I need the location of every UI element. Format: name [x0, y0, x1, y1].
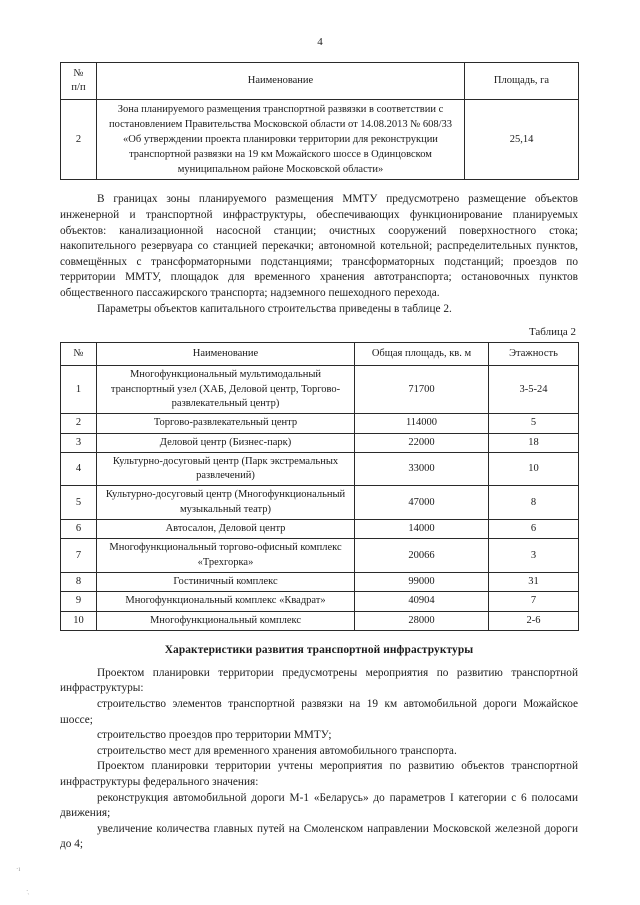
- cell-number: 7: [61, 539, 97, 573]
- list-item-local-0: строительство элементов транспортной развязки на 19 км автомобильной дороги Можайское шоссе;: [60, 698, 578, 726]
- list-item-federal-0: реконструкция автомобильной дороги М-1 «Беларусь» до параметров I категории с 6 полосами движения;: [60, 791, 578, 820]
- table-row: [61, 611, 579, 630]
- cell-total-area: 71700: [355, 366, 489, 414]
- column-header-number-line2: п/п: [71, 82, 86, 94]
- cell-name: Автосалон, Деловой центр: [97, 520, 355, 539]
- cell-total-area: 99000: [355, 572, 489, 591]
- column-header-number-line1: №: [73, 68, 84, 79]
- cell-floors: 3: [489, 539, 579, 573]
- paragraph-mmtu-scope: В границах зоны планируемого размещения ММТУ предусмотрено размещение объектов инженерной и транспортной инфраструктуры, обеспечивающих функционирование планируемых объектов: канализационной насосной станции; очистных сооружений поверхностного стока; накопительного резервуара со станцией перекачки; автономной котельной; распределительных пунктов, совмещённых с трансформаторными подстанциями; трансформаторных подстанций; проездов по территории ММТУ, площадок для временного хранения автотранспорта; остановочных пунктов общественного пассажирского транспорта; надземного пешеходного перехода.: [60, 193, 578, 299]
- cell-floors: 8: [489, 486, 579, 520]
- cell-floors: 5: [489, 414, 579, 433]
- cell-area: 25,14: [465, 100, 579, 180]
- scan-artifact-1: ·ı: [16, 865, 21, 873]
- cell-number: 2: [61, 100, 97, 180]
- cell-total-area: 22000: [355, 433, 489, 452]
- page-number: 4: [317, 36, 323, 48]
- cell-name: Зона планируемого размещения транспортной развязки в соответствии с постановлением Правительства Московской области от 14.08.2013 № 608/33 «Об утверждении проекта планировки территории для реконструкции транспортной развязки на 19 км Можайского шоссе в Одинцовском муниципальном районе Московской области»: [97, 100, 465, 180]
- table-row: [61, 414, 579, 433]
- cell-number: 2: [61, 414, 97, 433]
- cell-name: Культурно-досуговый центр (Парк экстремальных развлечений): [97, 452, 355, 486]
- table-row: [61, 100, 579, 180]
- cell-floors: 7: [489, 592, 579, 611]
- column-header-area: Площадь, га: [465, 63, 579, 100]
- cell-total-area: 28000: [355, 611, 489, 630]
- cell-total-area: 20066: [355, 539, 489, 573]
- column-header-number: №: [61, 343, 97, 366]
- table-row: [61, 486, 579, 520]
- list-item-local-2: строительство мест для временного хранения автомобильного транспорта.: [97, 744, 457, 757]
- cell-total-area: 114000: [355, 414, 489, 433]
- cell-number: 9: [61, 592, 97, 611]
- cell-number: 1: [61, 366, 97, 414]
- cell-number: 4: [61, 452, 97, 486]
- table-header-row: [61, 63, 579, 100]
- cell-total-area: 47000: [355, 486, 489, 520]
- paragraph-federal-intro: Проектом планировки территории учтены мероприятия по развитию объектов транспортной инфраструктуры федерального значения:: [60, 760, 578, 788]
- cell-floors: 31: [489, 572, 579, 591]
- table-zones: [60, 62, 579, 180]
- table-row: [61, 520, 579, 539]
- table-row: [61, 452, 579, 486]
- section-heading: Характеристики развития транспортной инфраструктуры: [164, 643, 474, 656]
- table-header-row: [61, 343, 579, 366]
- column-header-floors: Этажность: [489, 343, 579, 366]
- cell-number: 6: [61, 520, 97, 539]
- cell-floors: 6: [489, 520, 579, 539]
- cell-total-area: 14000: [355, 520, 489, 539]
- cell-total-area: 33000: [355, 452, 489, 486]
- table-row: [61, 592, 579, 611]
- cell-name: Культурно-досуговый центр (Многофункциональный музыкальный театр): [97, 486, 355, 520]
- scan-artifact-2: ·̖: [26, 887, 29, 895]
- cell-number: 10: [61, 611, 97, 630]
- cell-name: Многофункциональный комплекс: [97, 611, 355, 630]
- column-header-name: Наименование: [97, 63, 465, 100]
- cell-name: Торгово-развлекательный центр: [97, 414, 355, 433]
- cell-total-area: 40904: [355, 592, 489, 611]
- cell-number: 3: [61, 433, 97, 452]
- column-header-name: Наименование: [97, 343, 355, 366]
- cell-floors: 3-5-24: [489, 366, 579, 414]
- table-capital-objects: [60, 342, 579, 631]
- document-content: [60, 62, 578, 853]
- cell-name: Гостиничный комплекс: [97, 572, 355, 591]
- paragraph-local-intro: Проектом планировки территории предусмотрены мероприятия по развитию транспортной инфраструктуры:: [60, 666, 578, 695]
- table-row: [61, 433, 579, 452]
- cell-floors: 10: [489, 452, 579, 486]
- column-header-total-area: Общая площадь, кв. м: [355, 343, 489, 366]
- list-item-local-1: строительство проездов про территории ММТУ;: [97, 729, 332, 742]
- table2-caption: Таблица 2: [528, 326, 576, 339]
- cell-name: Многофункциональный комплекс «Квадрат»: [97, 592, 355, 611]
- table2-body: [61, 366, 579, 630]
- cell-floors: 2-6: [489, 611, 579, 630]
- table-row: [61, 366, 579, 414]
- column-header-number: [61, 63, 97, 100]
- paragraph-params-intro: Параметры объектов капитального строительства приведены в таблице 2.: [97, 302, 452, 315]
- cell-floors: 18: [489, 433, 579, 452]
- table-row: [61, 539, 579, 573]
- list-item-federal-1: увеличение количества главных путей на Смоленском направлении Московской железной дороги до 4;: [60, 822, 578, 851]
- table-row: [61, 572, 579, 591]
- cell-name: Многофункциональный торгово-офисный комплекс «Трехгорка»: [97, 539, 355, 573]
- cell-name: Многофункциональный мультимодальный транспортный узел (ХАБ, Деловой центр, Торгово-развлекательный центр): [97, 366, 355, 414]
- cell-number: 5: [61, 486, 97, 520]
- cell-name: Деловой центр (Бизнес-парк): [97, 433, 355, 452]
- cell-number: 8: [61, 572, 97, 591]
